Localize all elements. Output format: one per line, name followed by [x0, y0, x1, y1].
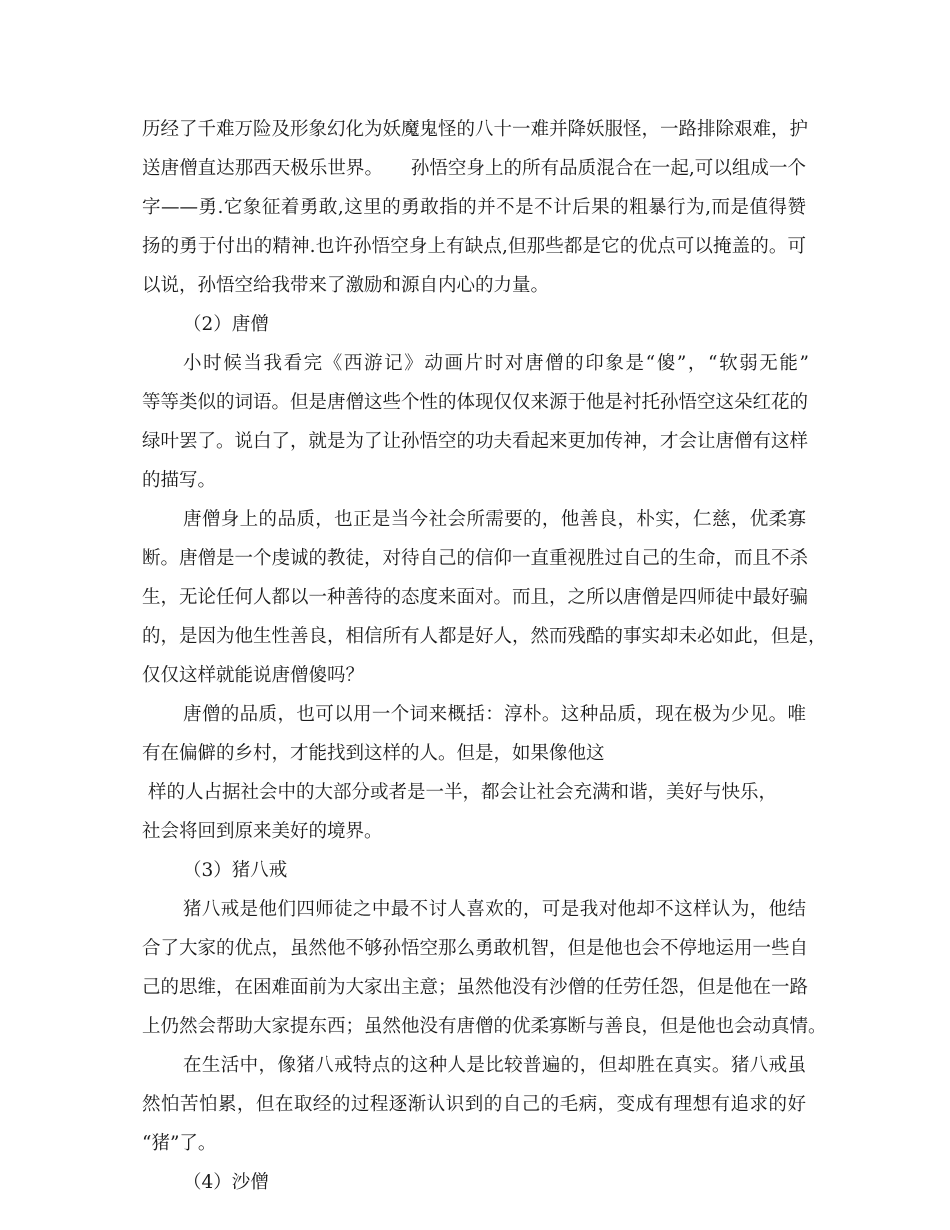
- paragraph-line: 己的思维，在困难面前为大家出主意；虽然他没有沙僧的任劳任怨，但是他在一路: [142, 977, 809, 998]
- paragraph-line: 小时候当我看完《西游记》动画片时对唐僧的印象是“傻”，“软弱无能”: [183, 353, 809, 374]
- paragraph-line: 在生活中，像猪八戒特点的这种人是比较普遍的，但却胜在真实。猪八戒虽: [183, 1055, 806, 1076]
- paragraph-line: 以说，孙悟空给我带来了激励和源自内心的力量。: [142, 275, 550, 296]
- section-heading-tang-seng: （2）唐僧: [183, 314, 269, 335]
- paragraph-line: 样的人占据社会中的大部分或者是一半，都会让社会充满和谐，美好与快乐，: [148, 782, 778, 803]
- paragraph-line: “猪”了。: [142, 1133, 217, 1154]
- section-heading-zhu-bajie: （3）猪八戒: [183, 860, 288, 881]
- paragraph-line: 猪八戒是他们四师徒之中最不讨人喜欢的，可是我对他却不这样认为，他结: [183, 899, 806, 920]
- paragraph-line: 然怕苦怕累，但在取经的过程逐渐认识到的自己的毛病，变成有理想有追求的好: [142, 1094, 806, 1115]
- paragraph-line: 字——勇.它象征着勇敢,这里的勇敢指的并不是不计后果的粗暴行为,而是值得赞: [142, 197, 806, 218]
- paragraph-line: 断。唐僧是一个虔诚的教徒，对待自己的信仰一直重视胜过自己的生命，而且不杀: [142, 548, 809, 569]
- section-heading-sha-seng: （4）沙僧: [183, 1172, 269, 1193]
- paragraph-line: 绿叶罢了。说白了，就是为了让孙悟空的功夫看起来更加传神，才会让唐僧有这样: [142, 431, 809, 452]
- paragraph-line: 送唐僧直达那西天极乐世界。 孙悟空身上的所有品质混合在一起,可以组成一个: [142, 158, 806, 179]
- paragraph-line: 仅仅这样就能说唐僧傻吗？: [142, 665, 365, 686]
- paragraph-line: 生，无论任何人都以一种善待的态度来面对。而且，之所以唐僧是四师徒中最好骗: [142, 587, 809, 608]
- paragraph-line: 上仍然会帮助大家提东西；虽然他没有唐僧的优柔寡断与善良，但是他也会动真情。: [142, 1016, 827, 1037]
- paragraph-line: 等等类似的词语。但是唐僧这些个性的体现仅仅来源于他是衬托孙悟空这朵红花的: [142, 392, 809, 413]
- paragraph-line: 的，是因为他生性善良，相信所有人都是好人，然而残酷的事实却未必如此，但是，: [142, 626, 827, 647]
- paragraph-line: 唐僧身上的品质，也正是当今社会所需要的，他善良，朴实，仁慈，优柔寡: [183, 509, 806, 530]
- paragraph-line: 有在偏僻的乡村，才能找到这样的人。但是，如果像他这: [142, 743, 605, 764]
- paragraph-line: 扬的勇于付出的精神.也许孙悟空身上有缺点,但那些都是它的优点可以掩盖的。可: [142, 236, 806, 257]
- paragraph-line: 唐僧的品质，也可以用一个词来概括：淳朴。这种品质，现在极为少见。唯: [183, 704, 806, 725]
- paragraph-line: 的描写。: [142, 470, 217, 491]
- paragraph-line: 历经了千难万险及形象幻化为妖魔鬼怪的八十一难并降妖服怪，一路排除艰难，护: [142, 119, 809, 140]
- paragraph-line: 合了大家的优点，虽然他不够孙悟空那么勇敢机智，但是他也会不停地运用一些自: [142, 938, 809, 959]
- paragraph-line: 社会将回到原来美好的境界。: [142, 821, 383, 842]
